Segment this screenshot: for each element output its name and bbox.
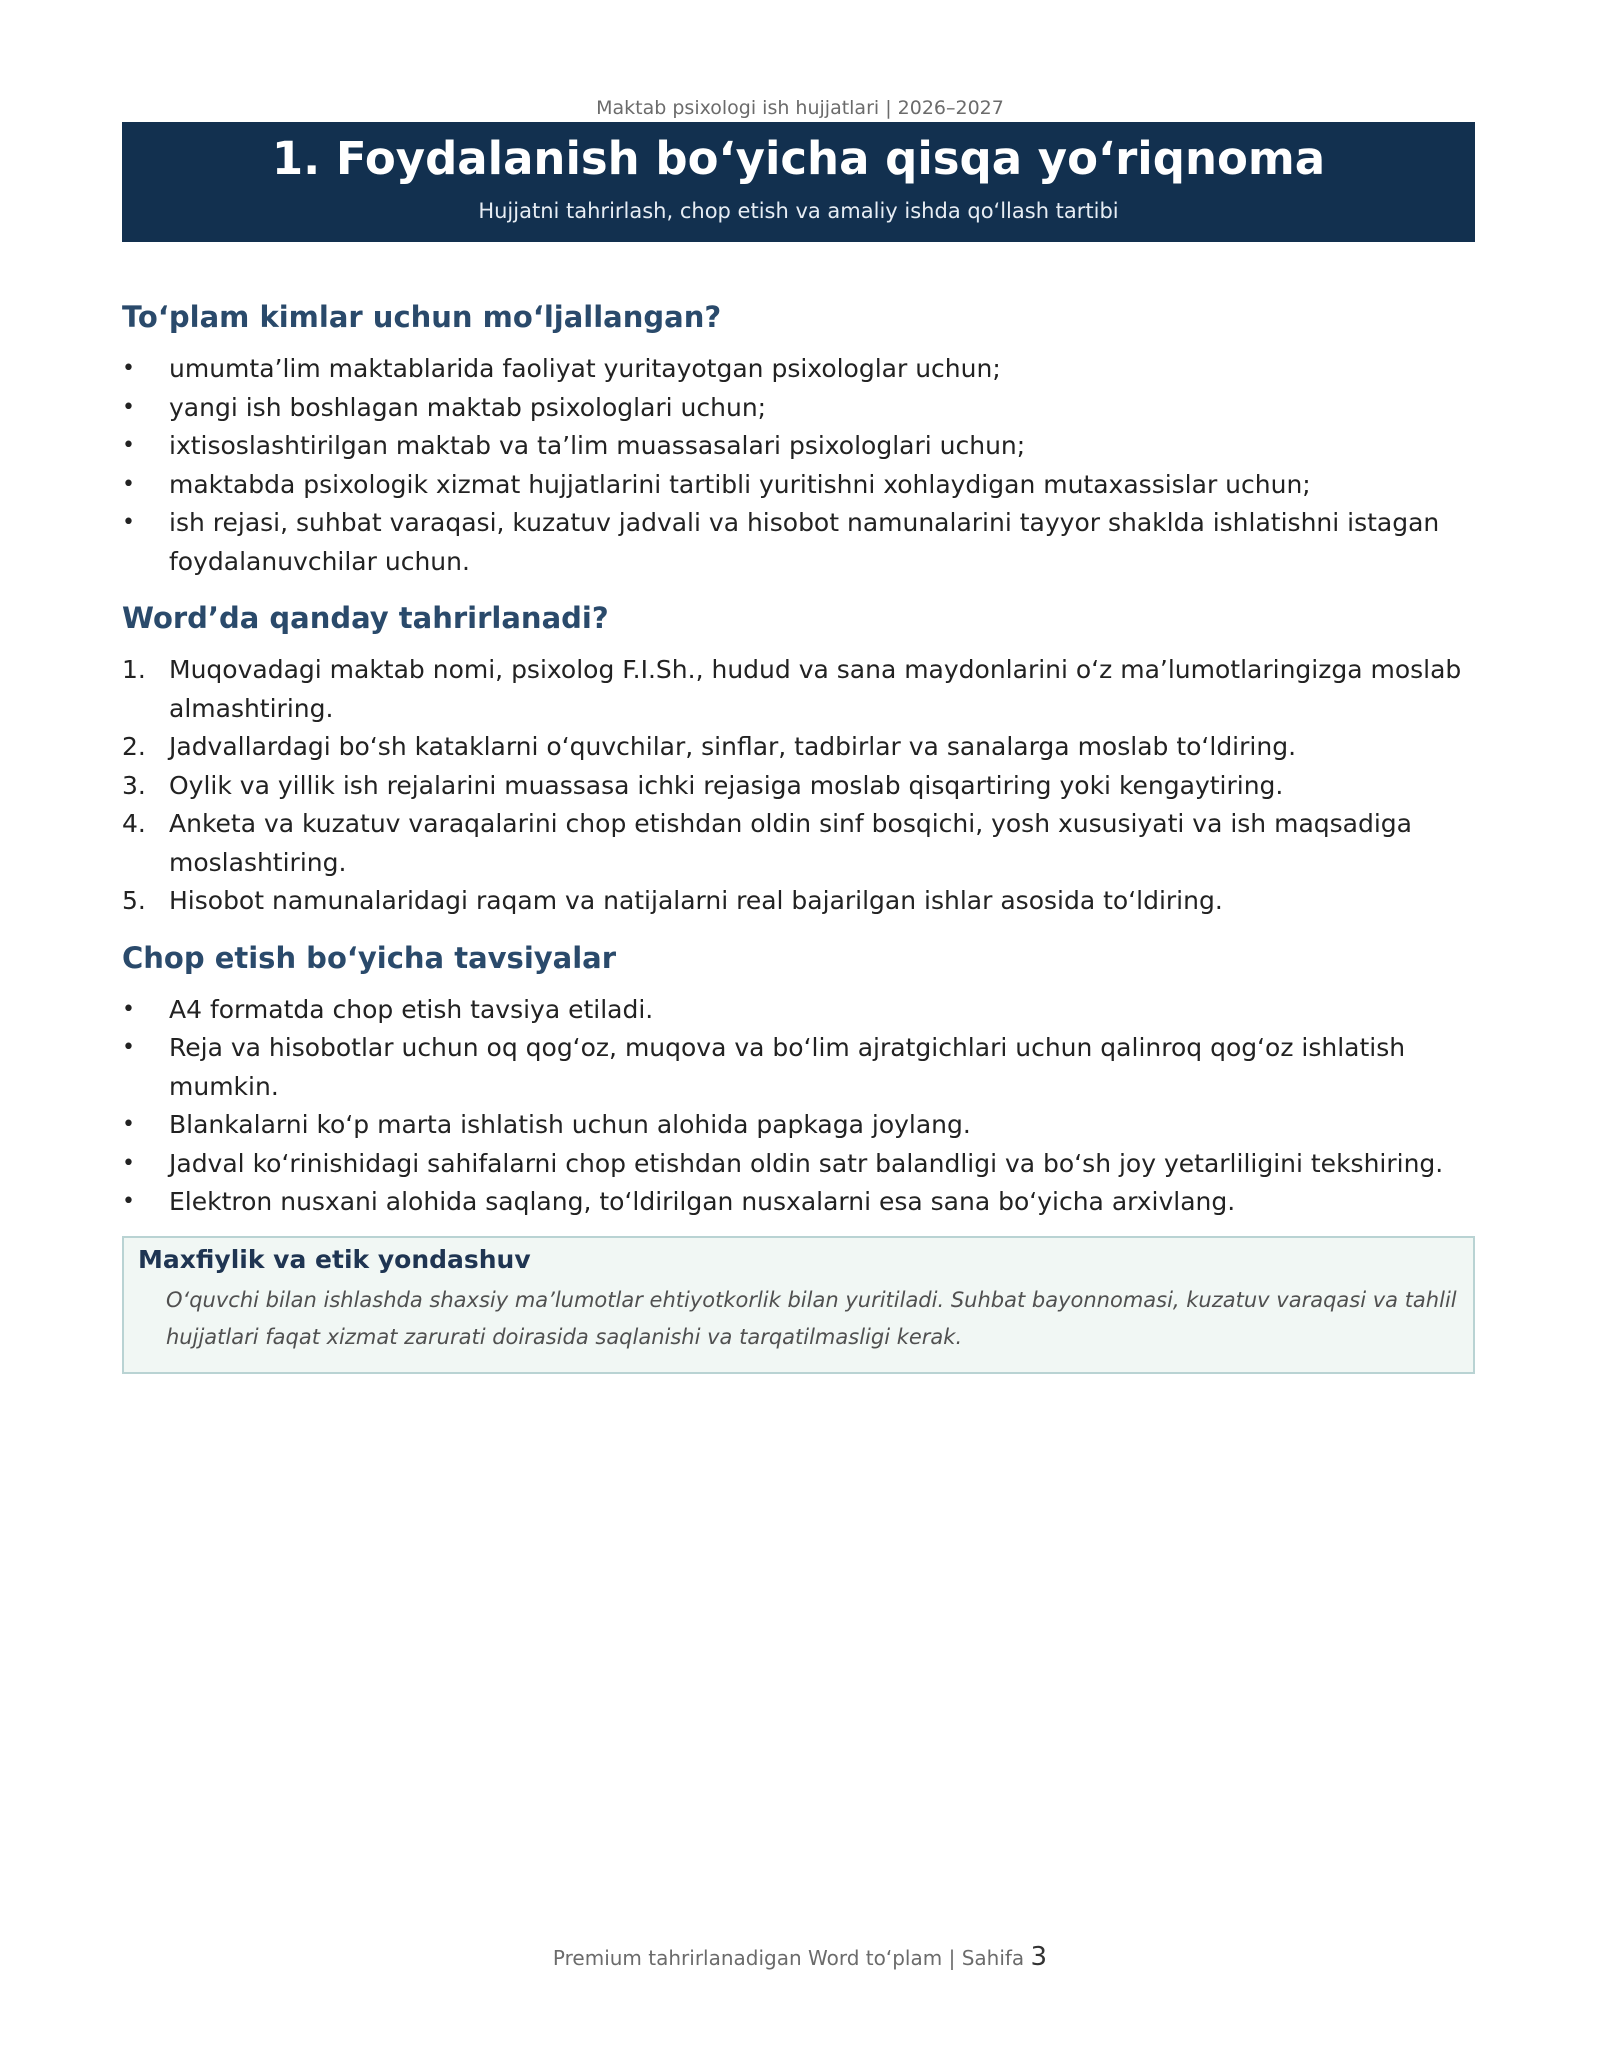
list-item	[122, 1145, 1475, 1184]
list-item	[122, 1183, 1475, 1222]
bullet-marker: •	[122, 510, 135, 535]
list-item-text: Jadvallardagi bo‘sh kataklarni o‘quvchilar, sinflar, tadbirlar va sanalarga moslab to‘ldiring.	[169, 732, 1297, 761]
step-number: 3.	[122, 770, 146, 800]
section-heading-printing: Chop etish bo‘yicha tavsiyalar	[122, 940, 617, 975]
editing-steps-list	[122, 651, 1475, 921]
footer-label: Premium tahrirlanadigan Word to‘plam	[552, 1946, 943, 1970]
footer-page-label: Sahifa	[961, 1946, 1025, 1970]
bullet-marker: •	[122, 394, 135, 420]
bullet-marker: •	[122, 1112, 135, 1137]
step-number: 1.	[122, 655, 146, 684]
footer-separator: |	[948, 1946, 956, 1970]
list-item	[122, 1029, 1475, 1106]
step-number: 4.	[122, 809, 146, 838]
bullet-marker: •	[122, 1150, 135, 1176]
list-item	[122, 427, 1475, 466]
step-number: 5.	[122, 886, 146, 915]
bullet-marker: •	[122, 471, 135, 497]
list-item	[122, 767, 1475, 806]
page-title: 1. Foydalanish bo‘yicha qisqa yo‘riqnoma	[271, 132, 1326, 185]
title-banner	[122, 122, 1475, 242]
list-item-text: maktabda psixologik xizmat hujjatlarini tartibli yuritishni xohlaydigan mutaxassislar uchun;	[169, 469, 1311, 499]
step-number: 2.	[122, 732, 146, 761]
list-item	[122, 651, 1475, 728]
list-item-text: Hisobot namunalaridagi raqam va natijalarni real bajarilgan ishlar asosida to‘ldiring.	[169, 886, 1223, 915]
list-item	[122, 466, 1475, 505]
section-heading-editing: Word’da qanday tahrirlanadi?	[122, 601, 609, 635]
privacy-callout-box	[122, 1236, 1475, 1374]
bullet-marker: •	[122, 1035, 135, 1060]
list-item-text: yangi ish boshlagan maktab psixologlari uchun;	[169, 392, 767, 422]
list-item	[122, 882, 1475, 921]
audience-list	[122, 350, 1475, 581]
list-item	[122, 805, 1475, 882]
list-item	[122, 1106, 1475, 1145]
bullet-marker: •	[122, 996, 135, 1022]
list-item-text: Oylik va yillik ish rejalarini muassasa ichki rejasiga moslab qisqartiring yoki kengaytiring.	[169, 770, 1284, 800]
page-number: 3	[1030, 1942, 1048, 1972]
section-heading-audience: To‘plam kimlar uchun mo‘ljallangan?	[122, 300, 722, 334]
bullet-marker: •	[122, 1189, 135, 1214]
running-header: Maktab psixologi ish hujjatlari | 2026–2027	[596, 97, 1004, 119]
callout-title: Maxfiylik va etik yondashuv	[138, 1244, 531, 1274]
list-item-text: ish rejasi, suhbat varaqasi, kuzatuv jadvali va hisobot namunalarini tayyor shaklda ishlatishni istagan foydalanuvchilar uchun.	[169, 508, 1440, 576]
list-item-text: Anketa va kuzatuv varaqalarini chop etishdan oldin sinf bosqichi, yosh xususiyati va ish maqsadiga moslashtiring.	[169, 809, 1412, 877]
list-item-text: Muqovadagi maktab nomi, psixolog F.I.Sh., hudud va sana maydonlarini o‘z ma’lumotlaringizga moslab almashtiring.	[169, 655, 1462, 723]
page-footer	[0, 1942, 1600, 1973]
page-subtitle: Hujjatni tahrirlash, chop etish va amaliy ishda qo‘llash tartibi	[478, 199, 1119, 223]
document-body	[122, 298, 1475, 1374]
bullet-marker: •	[122, 433, 135, 458]
list-item-text: Jadval ko‘rinishidagi sahifalarni chop etishdan oldin satr balandligi va bo‘sh joy yetarliligini tekshiring.	[169, 1148, 1444, 1178]
printing-tips-list	[122, 991, 1475, 1222]
list-item	[122, 389, 1475, 428]
list-item	[122, 350, 1475, 389]
list-item-text: Elektron nusxani alohida saqlang, to‘ldirilgan nusxalarni esa sana bo‘yicha arxivlang.	[169, 1187, 1236, 1216]
list-item-text: A4 formatda chop etish tavsiya etiladi.	[169, 994, 654, 1024]
list-item-text: ixtisoslashtirilgan maktab va ta’lim muassasalari psixologlari uchun;	[169, 431, 1026, 460]
list-item	[122, 504, 1475, 581]
bullet-marker: •	[122, 356, 135, 381]
list-item-text: umumta’lim maktablarida faoliyat yuritayotgan psixologlar uchun;	[169, 354, 1001, 383]
list-item	[122, 728, 1475, 767]
list-item	[122, 991, 1475, 1030]
callout-text: O‘quvchi bilan ishlashda shaxsiy ma’lumotlar ehtiyotkorlik bilan yuritiladi. Suhbat bayonnomasi, kuzatuv varaqasi va tahlil hujjatlari faqat xizmat zarurati doirasida saqlanishi va tarqatilmasligi kerak.	[166, 1287, 1457, 1349]
list-item-text: Blankalarni ko‘p marta ishlatish uchun alohida papkaga joylang.	[169, 1110, 971, 1139]
list-item-text: Reja va hisobotlar uchun oq qog‘oz, muqova va bo‘lim ajratgichlari uchun qalinroq qog‘oz ishlatish mumkin.	[169, 1033, 1406, 1101]
